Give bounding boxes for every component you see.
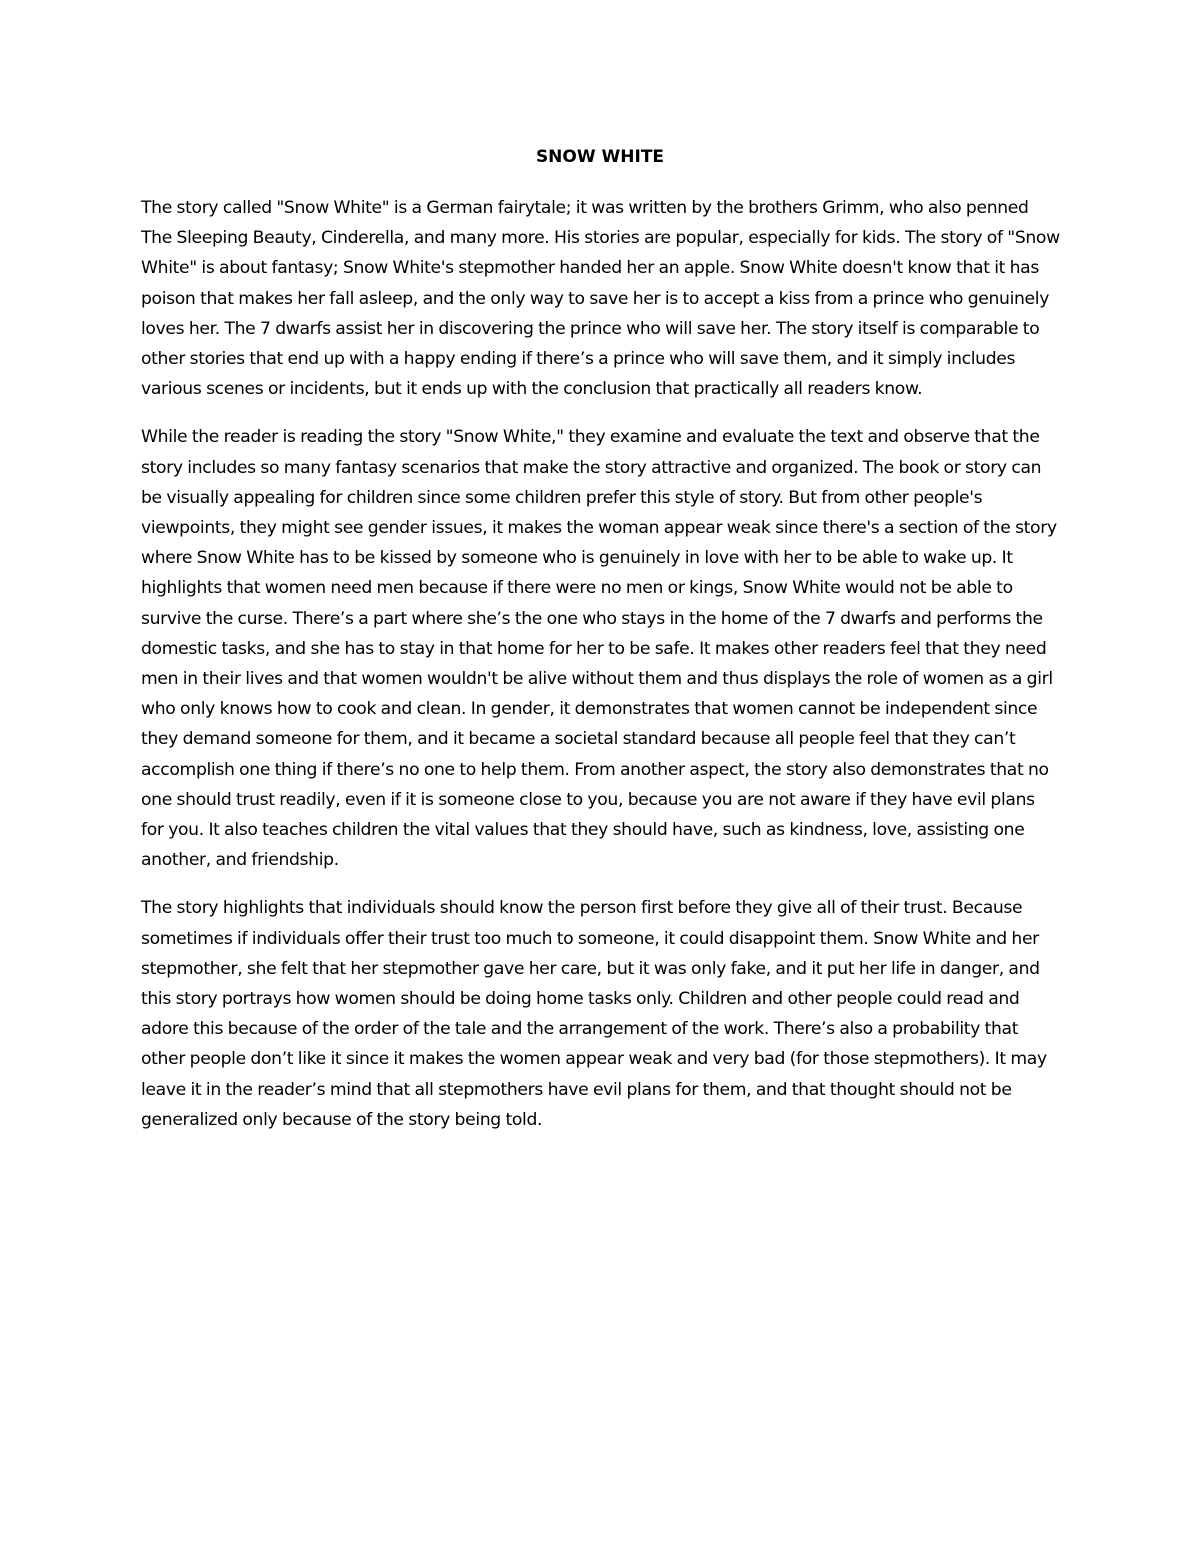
paragraph-1: The story called "Snow White" is a German fairytale; it was written by the brothers Grimm, who also penned The Sleeping Beauty, Cinderella, and many more. His stories are popular, especially for kids. The story of "Snow White" is about fantasy; Snow White's stepmother handed her an apple. Snow White doesn't know that it has poison that makes her fall asleep, and the only way to save her is to accept a kiss from a prince who genuinely loves her. The 7 dwarfs assist her in discovering the prince who will save her. The story itself is comparable to other stories that end up with a happy ending if there’s a prince who will save them, and it simply includes various scenes or incidents, but it ends up with the conclusion that practically all readers know. [141,198,1060,400]
paragraph-3: The story highlights that individuals should know the person first before they give all of their trust. Because sometimes if individuals offer their trust too much to someone, it could disappoint them. Snow White and her stepmother, she felt that her stepmother gave her care, but it was only fake, and it put her life in danger, and this story portrays how women should be doing home tasks only. Children and other people could read and adore this because of the order of the tale and the arrangement of the work. There’s also a probability that other people don’t like it since it makes the women appear weak and very bad (for those stepmothers). It may leave it in the reader’s mind that all stepmothers have evil plans for them, and that thought should not be generalized only because of the story being told. [141,898,1047,1130]
document-body [141,193,1061,1153]
document-title: SNOW WHITE [535,147,665,167]
paragraph-2: While the reader is reading the story "Snow White," they examine and evaluate the text and observe that the story includes so many fantasy scenarios that make the story attractive and organized. The book or story can be visually appealing for children since some children prefer this style of story. But from other people's viewpoints, they might see gender issues, it makes the woman appear weak since there's a section of the story where Snow White has to be kissed by someone who is genuinely in love with her to be able to wake up. It highlights that women need men because if there were no men or kings, Snow White would not be able to survive the curse. There’s a part where she’s the one who stays in the home of the 7 dwarfs and performs the domestic tasks, and she has to stay in that home for her to be safe. It makes other readers feel that they need men in their lives and that women wouldn't be alive without them and thus displays the role of women as a girl who only knows how to cook and clean. In gender, it demonstrates that women cannot be independent since they demand someone for them, and it became a societal standard because all people feel that they can’t accomplish one thing if there’s no one to help them. From another aspect, the story also demonstrates that no one should trust readily, even if it is someone close to you, because you are not aware if they have evil plans for you. It also teaches children the vital values that they should have, such as kindness, love, assisting one another, and friendship. [141,427,1057,871]
